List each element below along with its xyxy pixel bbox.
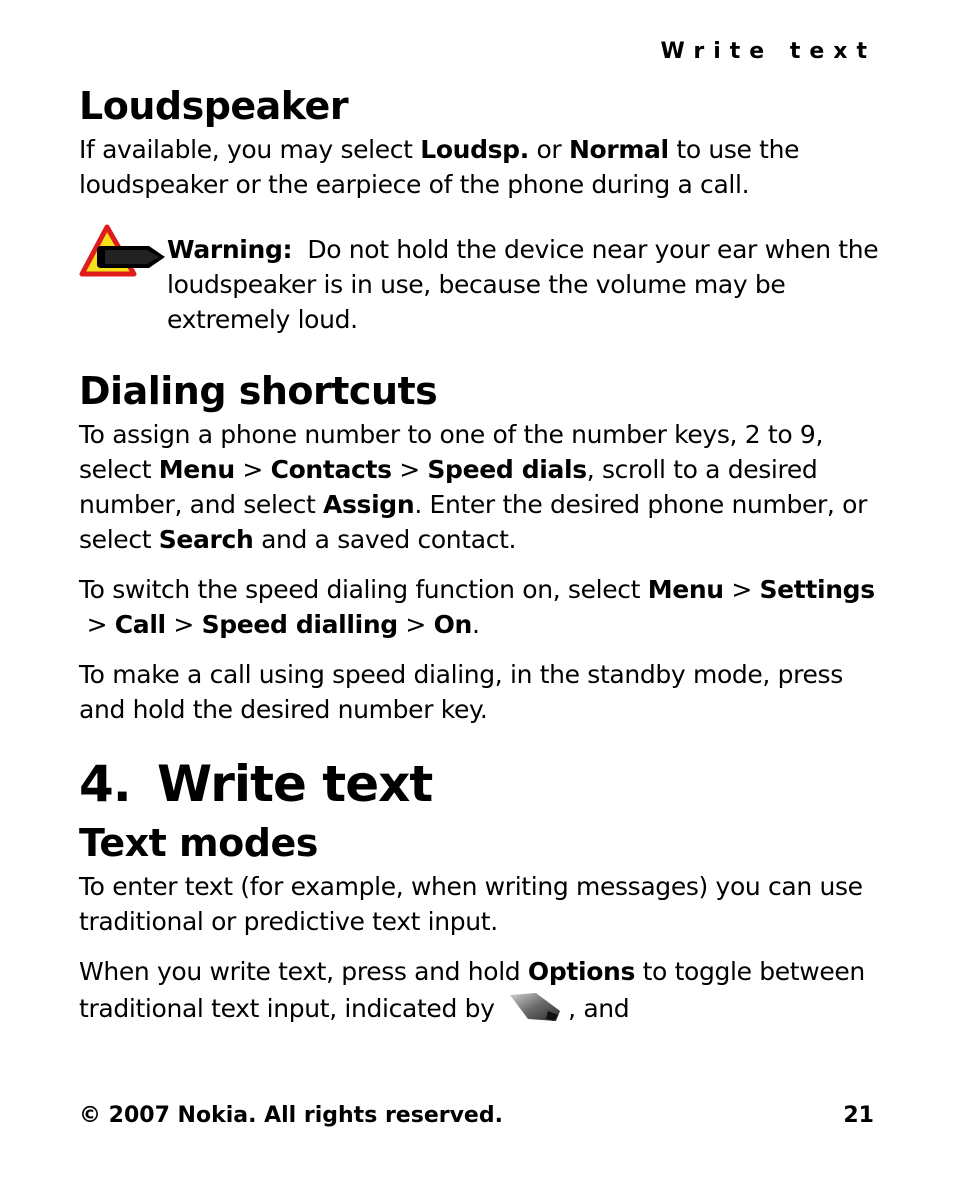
path-separator: > [397,610,434,639]
text-run: If available, you may select [79,135,421,164]
page-content [79,80,886,1026]
text-run: to toggle between traditional text input, indicated by [79,957,865,1023]
menu-term-loudsp: Loudsp. [420,135,529,164]
chapter-number: 4. [79,755,131,813]
menu-term-menu: Menu [647,575,724,604]
text-run: , and [568,994,630,1023]
text-run: or [528,135,569,164]
loudspeaker-paragraph [79,132,879,202]
dialing-paragraph-1 [79,417,879,557]
loudspeaker-heading: Loudspeaker [79,84,349,128]
text-run: . [471,610,480,639]
text-run: , scroll to a desired number, and select [79,455,818,519]
chapter-title-text: Write text [157,755,433,813]
menu-term-assign: Assign [323,490,415,519]
menu-term-contacts: Contacts [270,455,392,484]
path-separator: > [723,575,760,604]
warning-note [79,232,886,337]
menu-term-speed-dialling: Speed dialling [201,610,398,639]
menu-term-speed-dials: Speed dials [427,455,587,484]
traditional-text-input-icon [506,989,564,1023]
text-run: to use the loudspeaker or the earpiece of the phone during a call. [79,135,800,199]
text-modes-paragraph-2 [79,954,879,1026]
path-separator: > [234,455,271,484]
path-separator: > [79,610,115,639]
menu-term-options: Options [527,957,635,986]
path-separator: > [165,610,202,639]
text-run: When you write text, press and hold [79,957,528,986]
warning-icon [79,224,167,278]
text-run: To switch the speed dialing function on, select [79,575,648,604]
path-separator: > [391,455,428,484]
text-run: and a saved contact. [253,525,517,554]
text-modes-heading: Text modes [79,821,318,865]
text-run: To assign a phone number to one of the number keys, 2 to 9, select [79,420,824,484]
dialing-paragraph-3: To make a call using speed dialing, in the standby mode, press and hold the desired number key. [79,660,843,724]
page-number: 21 [843,1103,874,1128]
warning-text: Do not hold the device near your ear when the loudspeaker is in use, because the volume may be extremely loud. [167,235,886,334]
menu-term-settings: Settings [759,575,875,604]
chapter-title [79,753,879,815]
warning-label: Warning: [167,235,293,264]
copyright-notice: © 2007 Nokia. All rights reserved. [79,1103,503,1128]
running-header: Write text [660,39,876,64]
menu-term-on: On [433,610,472,639]
dialing-paragraph-2 [79,572,879,642]
page-footer [79,1100,874,1132]
menu-term-call: Call [114,610,166,639]
dialing-shortcuts-heading: Dialing shortcuts [79,369,438,413]
menu-term-menu: Menu [158,455,235,484]
text-run: . Enter the desired phone number, or select [79,490,867,554]
menu-term-normal: Normal [568,135,669,164]
text-modes-paragraph-1: To enter text (for example, when writing messages) you can use traditional or predictive text input. [79,872,863,936]
menu-term-search: Search [158,525,254,554]
